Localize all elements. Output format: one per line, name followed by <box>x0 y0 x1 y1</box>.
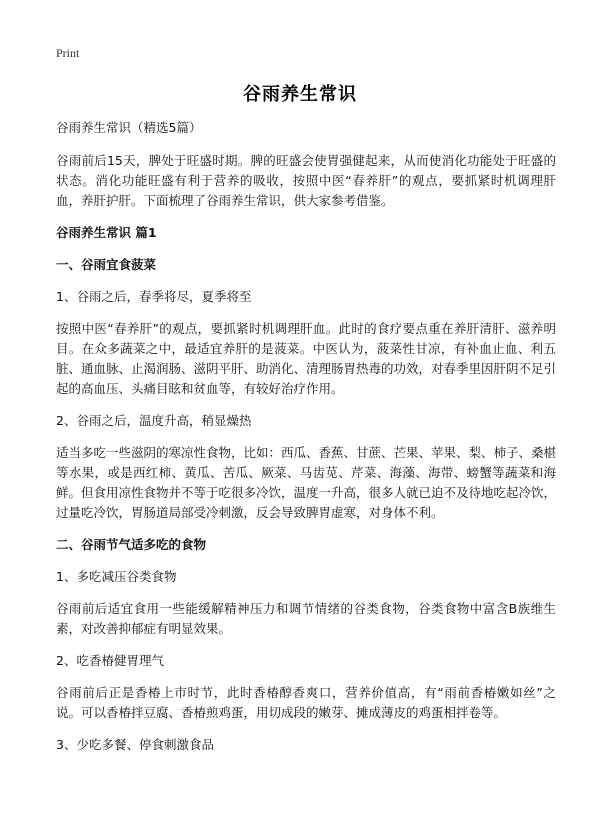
chapter-heading: 谷雨养生常识 篇1 <box>56 225 157 240</box>
section-heading: 二、谷雨节气适多吃的食物 <box>56 537 207 552</box>
item-title: 1、谷雨之后，春季将尽，夏季将至 <box>56 289 252 304</box>
section-heading: 一、谷雨宜食菠菜 <box>56 257 157 272</box>
item-title: 2、谷雨之后，温度升高，稍显燥热 <box>56 413 252 428</box>
intro-paragraph: 谷雨前后15天，脾处于旺盛时期。脾的旺盛会使胃强健起来，从而使消化功能处于旺盛的状态。消化功能旺盛有利于营养的吸收，按照中医“春养肝”的观点，要抓紧时机调理肝血，养肝护肝。下面梳理了谷雨养生常识，供大家参考借鉴。 <box>56 153 556 208</box>
page-title: 谷雨养生常识 <box>243 84 357 105</box>
print-label: Print <box>56 46 80 60</box>
item-title: 2、吃香椿健胃理气 <box>56 653 164 668</box>
article-subtitle: 谷雨养生常识（精选5篇） <box>56 120 202 135</box>
item-paragraph: 按照中医“春养肝”的观点，要抓紧时机调理肝血。此时的食疗要点重在养肝清肝、滋养明目。在众多蔬菜之中，最适宜养肝的是菠菜。中医认为，菠菜性甘凉，有补血止血、利五脏、通血脉、止渴润肠、滋阴平肝、助消化、清理肠胃热毒的功效，对春季里因肝阴不足引起的高血压、头痛目眩和贫血等，有较好治疗作用。 <box>56 321 557 396</box>
item-paragraph: 谷雨前后适宜食用一些能缓解精神压力和调节情绪的谷类食物，谷类食物中富含B族维生素，对改善抑郁症有明显效果。 <box>56 601 556 636</box>
item-title: 1、多吃减压谷类食物 <box>56 569 177 584</box>
item-paragraph: 谷雨前后正是香椿上市时节，此时香椿醇香爽口，营养价值高，有“雨前香椿嫩如丝”之说。可以香椿拌豆腐、香椿煎鸡蛋，用切成段的嫩芽、摊成薄皮的鸡蛋相拌卷等。 <box>56 685 556 720</box>
item-title: 3、少吃多餐、停食刺激食品 <box>56 737 214 752</box>
item-paragraph: 适当多吃一些滋阴的寒凉性食物，比如：西瓜、香蕉、甘蔗、芒果、苹果、梨、柿子、桑椹等水果，或是西红柿、黄瓜、苦瓜、厥菜、马齿苋、芹菜、海藻、海带、螃蟹等蔬菜和海鲜。但食用凉性食物并不等于吃很多冷饮，温度一升高，很多人就已迫不及待地吃起冷饮，过量吃冷饮，胃肠道局部受冷刺激，反会导致脾胃虚寒，对身体不利。 <box>56 445 557 520</box>
article-body <box>56 118 556 767</box>
